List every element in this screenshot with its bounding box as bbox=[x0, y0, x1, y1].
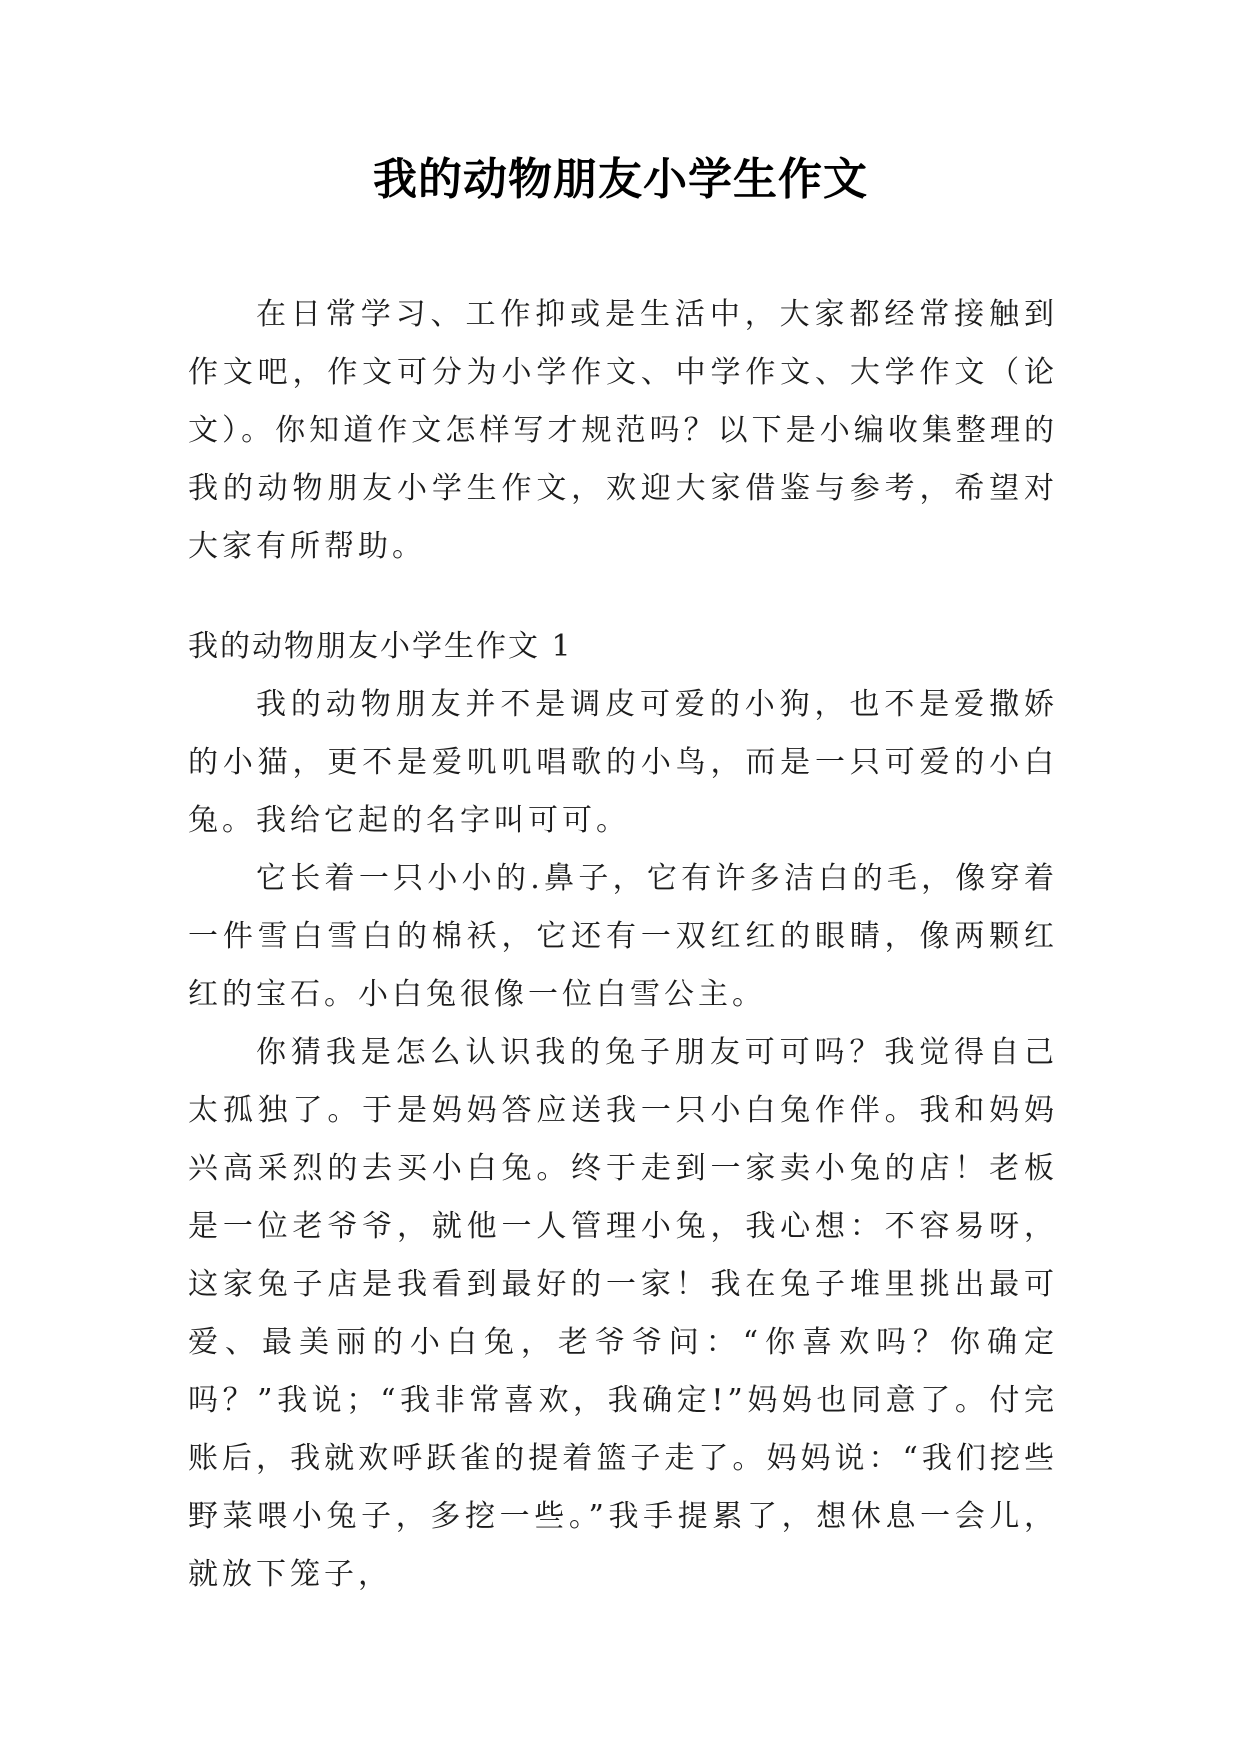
section-heading: 我的动物朋友小学生作文 1 bbox=[188, 629, 573, 664]
body-paragraph: 我的动物朋友并不是调皮可爱的小狗，也不是爱撒娇的小猫，更不是爱叽叽唱歌的小鸟，而是一只可爱的小白兔。我给它起的名字叫可可。 bbox=[188, 687, 1058, 838]
document-title: 我的动物朋友小学生作文 bbox=[373, 154, 868, 205]
body-paragraph: 它长着一只小小的.鼻子，它有许多洁白的毛，像穿着一件雪白雪白的棉袄，它还有一双红红的眼睛，像两颗红红的宝石。小白兔很像一位白雪公主。 bbox=[188, 861, 1058, 1012]
body-paragraph: 你猜我是怎么认识我的兔子朋友可可吗？我觉得自己太孤独了。于是妈妈答应送我一只小白兔作伴。我和妈妈兴高采烈的去买小白兔。终于走到一家卖小兔的店！老板是一位老爷爷，就他一人管理小兔，我心想：不容易呀，这家兔子店是我看到最好的一家！我在兔子堆里挑出最可爱、最美丽的小白兔，老爷爷问：“你喜欢吗？你确定吗？”我说；“我非常喜欢，我确定!”妈妈也同意了。付完账后，我就欢呼跃雀的提着篮子走了。妈妈说：“我们挖些野菜喂小兔子，多挖一些。”我手提累了，想休息一会儿，就放下笼子， bbox=[188, 1035, 1058, 1592]
document-body bbox=[188, 286, 1058, 1604]
intro-paragraph: 在日常学习、工作抑或是生活中，大家都经常接触到作文吧，作文可分为小学作文、中学作文、大学作文（论文）。你知道作文怎样写才规范吗？以下是小编收集整理的我的动物朋友小学生作文，欢迎大家借鉴与参考，希望对大家有所帮助。 bbox=[188, 297, 1058, 564]
